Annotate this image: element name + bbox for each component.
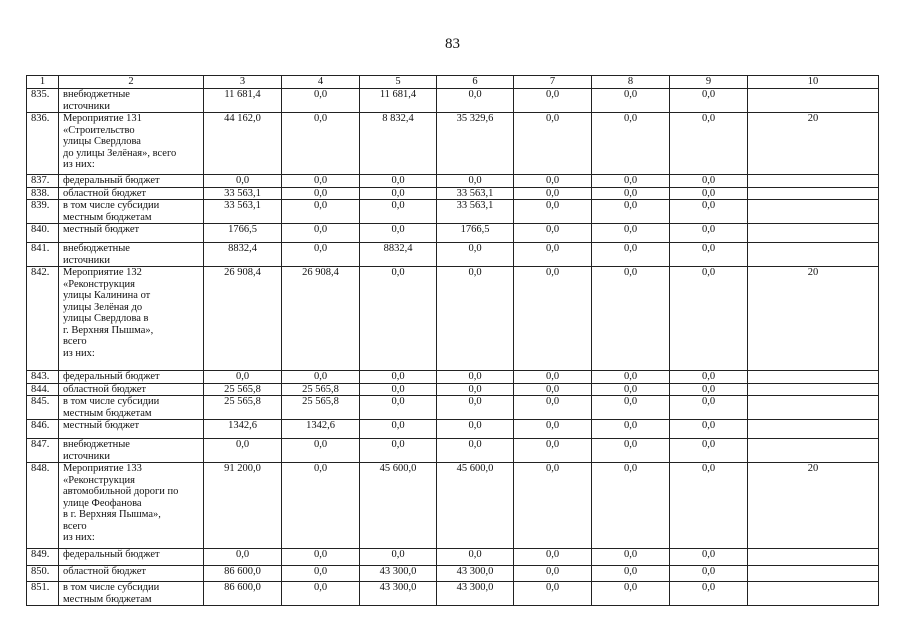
- item-name-cell: внебюджетные источники: [59, 89, 204, 113]
- page-number: 83: [445, 36, 460, 52]
- value-cell: [748, 396, 879, 420]
- value-cell: 0,0: [670, 243, 748, 267]
- value-cell: 1342,6: [282, 420, 360, 439]
- table-row: [27, 582, 879, 606]
- value-cell: 0,0: [437, 383, 514, 396]
- item-name-cell: областной бюджет: [59, 383, 204, 396]
- item-name-cell: в том числе субсидии местным бюджетам: [59, 582, 204, 606]
- value-cell: 0,0: [592, 187, 670, 200]
- value-cell: 0,0: [514, 224, 592, 243]
- value-cell: 0,0: [514, 566, 592, 582]
- value-cell: 0,0: [514, 267, 592, 371]
- value-cell: 1766,5: [204, 224, 282, 243]
- value-cell: 43 300,0: [437, 582, 514, 606]
- value-cell: [748, 582, 879, 606]
- column-header-10: 10: [748, 76, 879, 89]
- value-cell: 0,0: [592, 175, 670, 188]
- value-cell: 0,0: [670, 371, 748, 384]
- item-name-cell: Мероприятие 131 «Строительство улицы Свердлова до улицы Зелёная», всего из них:: [59, 113, 204, 175]
- item-name-cell: в том числе субсидии местным бюджетам: [59, 200, 204, 224]
- value-cell: 11 681,4: [360, 89, 437, 113]
- value-cell: 43 300,0: [360, 582, 437, 606]
- value-cell: 25 565,8: [204, 396, 282, 420]
- value-cell: 0,0: [437, 549, 514, 566]
- item-name-cell: Мероприятие 132 «Реконструкция улицы Калинина от улицы Зелёная до улицы Свердлова в г. Верхняя Пышма», всего из них:: [59, 267, 204, 371]
- value-cell: 0,0: [437, 267, 514, 371]
- value-cell: 0,0: [437, 175, 514, 188]
- value-cell: [748, 566, 879, 582]
- value-cell: 0,0: [592, 566, 670, 582]
- value-cell: 0,0: [360, 549, 437, 566]
- value-cell: 0,0: [670, 89, 748, 113]
- column-header-6: 6: [437, 76, 514, 89]
- header-row: [27, 76, 879, 89]
- value-cell: 0,0: [514, 113, 592, 175]
- value-cell: 0,0: [514, 549, 592, 566]
- value-cell: 1342,6: [204, 420, 282, 439]
- value-cell: 0,0: [592, 549, 670, 566]
- value-cell: 0,0: [282, 224, 360, 243]
- row-number-cell: 851.: [27, 582, 59, 606]
- value-cell: 0,0: [282, 175, 360, 188]
- value-cell: [748, 549, 879, 566]
- row-number-cell: 844.: [27, 383, 59, 396]
- row-number-cell: 841.: [27, 243, 59, 267]
- table-row: [27, 383, 879, 396]
- value-cell: 91 200,0: [204, 463, 282, 549]
- value-cell: 0,0: [592, 420, 670, 439]
- item-name-cell: областной бюджет: [59, 566, 204, 582]
- table-row: [27, 200, 879, 224]
- value-cell: 20: [748, 267, 879, 371]
- value-cell: [748, 224, 879, 243]
- value-cell: 43 300,0: [360, 566, 437, 582]
- value-cell: 45 600,0: [437, 463, 514, 549]
- row-number-cell: 835.: [27, 89, 59, 113]
- value-cell: 0,0: [592, 89, 670, 113]
- value-cell: 0,0: [514, 396, 592, 420]
- column-header-7: 7: [514, 76, 592, 89]
- value-cell: 0,0: [514, 175, 592, 188]
- value-cell: 0,0: [592, 582, 670, 606]
- value-cell: 33 563,1: [437, 187, 514, 200]
- value-cell: 0,0: [514, 200, 592, 224]
- table-row: [27, 463, 879, 549]
- value-cell: 0,0: [282, 439, 360, 463]
- value-cell: 26 908,4: [204, 267, 282, 371]
- value-cell: 0,0: [592, 396, 670, 420]
- table-body: [27, 89, 879, 606]
- value-cell: 0,0: [592, 383, 670, 396]
- table-row: [27, 396, 879, 420]
- value-cell: 0,0: [282, 89, 360, 113]
- row-number-cell: 845.: [27, 396, 59, 420]
- table-row: [27, 89, 879, 113]
- row-number-cell: 839.: [27, 200, 59, 224]
- value-cell: 0,0: [670, 175, 748, 188]
- value-cell: 11 681,4: [204, 89, 282, 113]
- value-cell: 20: [748, 113, 879, 175]
- value-cell: 0,0: [670, 582, 748, 606]
- value-cell: 0,0: [592, 439, 670, 463]
- value-cell: 20: [748, 463, 879, 549]
- column-header-9: 9: [670, 76, 748, 89]
- table-row: [27, 420, 879, 439]
- value-cell: 0,0: [670, 396, 748, 420]
- value-cell: 0,0: [514, 420, 592, 439]
- value-cell: 0,0: [360, 420, 437, 439]
- value-cell: 8832,4: [360, 243, 437, 267]
- value-cell: 0,0: [204, 175, 282, 188]
- value-cell: 0,0: [204, 549, 282, 566]
- value-cell: 0,0: [437, 371, 514, 384]
- table-row: [27, 224, 879, 243]
- value-cell: 33 563,1: [204, 187, 282, 200]
- value-cell: 33 563,1: [437, 200, 514, 224]
- value-cell: 0,0: [514, 187, 592, 200]
- value-cell: 0,0: [670, 549, 748, 566]
- value-cell: 0,0: [592, 267, 670, 371]
- value-cell: 45 600,0: [360, 463, 437, 549]
- value-cell: 0,0: [514, 383, 592, 396]
- row-number-cell: 843.: [27, 371, 59, 384]
- value-cell: 0,0: [360, 439, 437, 463]
- value-cell: 0,0: [670, 420, 748, 439]
- value-cell: 0,0: [204, 371, 282, 384]
- value-cell: 0,0: [360, 396, 437, 420]
- row-number-cell: 840.: [27, 224, 59, 243]
- item-name-cell: внебюджетные источники: [59, 439, 204, 463]
- value-cell: 0,0: [592, 371, 670, 384]
- row-number-cell: 847.: [27, 439, 59, 463]
- table-row: [27, 549, 879, 566]
- row-number-cell: 838.: [27, 187, 59, 200]
- value-cell: [748, 243, 879, 267]
- value-cell: 0,0: [360, 175, 437, 188]
- value-cell: 0,0: [437, 420, 514, 439]
- value-cell: 0,0: [437, 243, 514, 267]
- value-cell: 0,0: [592, 463, 670, 549]
- value-cell: 0,0: [282, 463, 360, 549]
- value-cell: [748, 383, 879, 396]
- value-cell: 25 565,8: [204, 383, 282, 396]
- table-row: [27, 267, 879, 371]
- value-cell: [748, 371, 879, 384]
- value-cell: 25 565,8: [282, 396, 360, 420]
- value-cell: 0,0: [670, 224, 748, 243]
- value-cell: 0,0: [670, 463, 748, 549]
- value-cell: 0,0: [514, 439, 592, 463]
- value-cell: [748, 420, 879, 439]
- column-header-5: 5: [360, 76, 437, 89]
- value-cell: 0,0: [282, 187, 360, 200]
- value-cell: 0,0: [592, 224, 670, 243]
- row-number-cell: 837.: [27, 175, 59, 188]
- value-cell: 0,0: [360, 187, 437, 200]
- column-header-1: 1: [27, 76, 59, 89]
- value-cell: 1766,5: [437, 224, 514, 243]
- value-cell: 0,0: [514, 89, 592, 113]
- item-name-cell: Мероприятие 133 «Реконструкция автомобильной дороги по улице Феофанова в г. Верхняя Пышма», всего из них:: [59, 463, 204, 549]
- value-cell: 35 329,6: [437, 113, 514, 175]
- column-header-8: 8: [592, 76, 670, 89]
- column-header-2: 2: [59, 76, 204, 89]
- budget-table: [26, 75, 879, 606]
- value-cell: 0,0: [514, 582, 592, 606]
- value-cell: 0,0: [592, 243, 670, 267]
- table-row: [27, 175, 879, 188]
- item-name-cell: в том числе субсидии местным бюджетам: [59, 396, 204, 420]
- value-cell: 0,0: [282, 200, 360, 224]
- value-cell: [748, 89, 879, 113]
- value-cell: [748, 439, 879, 463]
- row-number-cell: 842.: [27, 267, 59, 371]
- table-row: [27, 566, 879, 582]
- column-header-3: 3: [204, 76, 282, 89]
- value-cell: 8 832,4: [360, 113, 437, 175]
- item-name-cell: местный бюджет: [59, 224, 204, 243]
- item-name-cell: федеральный бюджет: [59, 549, 204, 566]
- value-cell: [748, 200, 879, 224]
- table-row: [27, 187, 879, 200]
- value-cell: 26 908,4: [282, 267, 360, 371]
- value-cell: 0,0: [282, 582, 360, 606]
- value-cell: 0,0: [282, 566, 360, 582]
- value-cell: 0,0: [670, 566, 748, 582]
- value-cell: 0,0: [670, 187, 748, 200]
- value-cell: [748, 175, 879, 188]
- item-name-cell: областной бюджет: [59, 187, 204, 200]
- value-cell: 0,0: [592, 200, 670, 224]
- row-number-cell: 846.: [27, 420, 59, 439]
- value-cell: 0,0: [670, 113, 748, 175]
- value-cell: 0,0: [670, 200, 748, 224]
- value-cell: 0,0: [360, 267, 437, 371]
- table-row: [27, 371, 879, 384]
- value-cell: 0,0: [670, 383, 748, 396]
- value-cell: 0,0: [360, 383, 437, 396]
- value-cell: 0,0: [360, 224, 437, 243]
- value-cell: 0,0: [437, 89, 514, 113]
- value-cell: 0,0: [514, 371, 592, 384]
- value-cell: 0,0: [282, 549, 360, 566]
- value-cell: 0,0: [282, 243, 360, 267]
- value-cell: 86 600,0: [204, 582, 282, 606]
- value-cell: 43 300,0: [437, 566, 514, 582]
- row-number-cell: 836.: [27, 113, 59, 175]
- item-name-cell: федеральный бюджет: [59, 175, 204, 188]
- value-cell: 0,0: [670, 267, 748, 371]
- value-cell: 0,0: [360, 200, 437, 224]
- value-cell: 8832,4: [204, 243, 282, 267]
- value-cell: 0,0: [592, 113, 670, 175]
- table-row: [27, 243, 879, 267]
- value-cell: 0,0: [670, 439, 748, 463]
- item-name-cell: федеральный бюджет: [59, 371, 204, 384]
- item-name-cell: внебюджетные источники: [59, 243, 204, 267]
- value-cell: 0,0: [437, 396, 514, 420]
- item-name-cell: местный бюджет: [59, 420, 204, 439]
- value-cell: [748, 187, 879, 200]
- column-header-4: 4: [282, 76, 360, 89]
- value-cell: 44 162,0: [204, 113, 282, 175]
- value-cell: 0,0: [282, 113, 360, 175]
- value-cell: 86 600,0: [204, 566, 282, 582]
- row-number-cell: 848.: [27, 463, 59, 549]
- value-cell: 0,0: [360, 371, 437, 384]
- table-row: [27, 439, 879, 463]
- value-cell: 25 565,8: [282, 383, 360, 396]
- value-cell: 0,0: [514, 463, 592, 549]
- value-cell: 0,0: [282, 371, 360, 384]
- row-number-cell: 850.: [27, 566, 59, 582]
- value-cell: 0,0: [437, 439, 514, 463]
- table-row: [27, 113, 879, 175]
- value-cell: 33 563,1: [204, 200, 282, 224]
- value-cell: 0,0: [514, 243, 592, 267]
- value-cell: 0,0: [204, 439, 282, 463]
- row-number-cell: 849.: [27, 549, 59, 566]
